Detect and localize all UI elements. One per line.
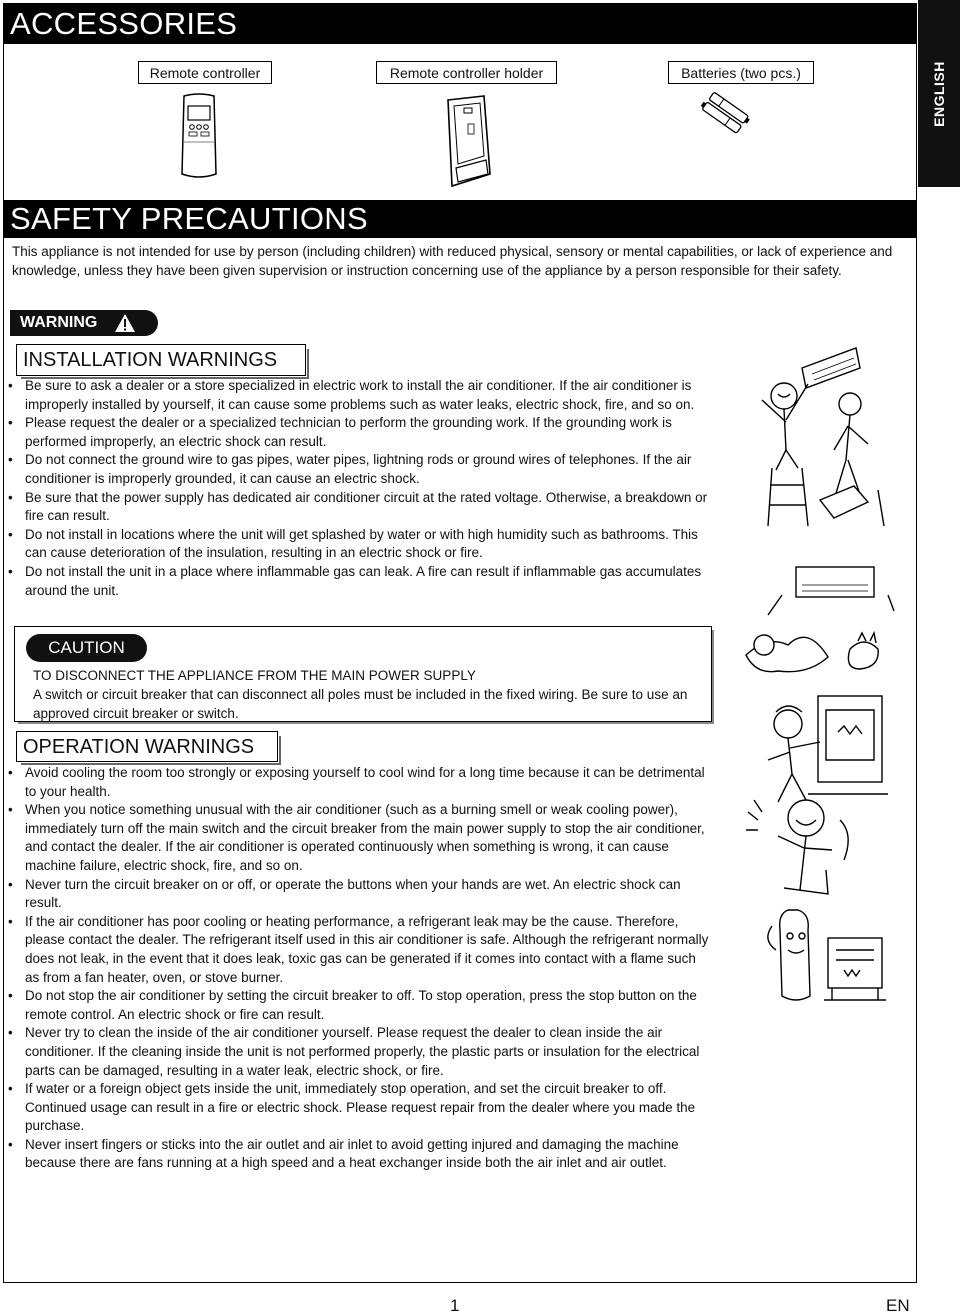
list-item: • Never turn the circuit breaker on or off, or operate the buttons when your hands are wet. An electric shock can result. [8, 876, 713, 913]
caution-body: A switch or circuit breaker that can disconnect all poles must be included in the fixed wiring. Be sure to use an approved circuit breaker or switch. [33, 687, 688, 721]
accessory-label-holder: Remote controller holder [376, 61, 557, 84]
list-item: • If the air conditioner has poor cooling or heating performance, a refrigerant leak may be the cause. Therefore, please contact the dealer. The refrigerant itself used in this air conditioner is safe. Although the refrigerant normally does not leak, in the event that it does leak, toxic gas can be generated if it comes into contact with a flame such as from a fan heater, oven, or stove burner. [8, 913, 713, 987]
list-item: • Do not connect the ground wire to gas pipes, water pipes, lightning rods or ground wires of telephones. If the air conditioner is improperly grounded, it can cause an electric shock. [8, 451, 708, 488]
list-item: • Be sure that the power supply has dedicated air conditioner circuit at the rated voltage. Otherwise, a breakdown or fire can result. [8, 489, 708, 526]
batteries-icon [700, 90, 756, 138]
list-item: • When you notice something unusual with the air conditioner (such as a burning smell or weak cooling power), immediately turn off the main switch and the circuit breaker from the main power supply to stop the air conditioner, and contact the dealer. If the air conditioner is operated continuously when something is wrong, it can cause machine failure, electric shock, fire, and so on. [8, 801, 713, 875]
caution-heading: TO DISCONNECT THE APPLIANCE FROM THE MAIN POWER SUPPLY [33, 668, 476, 683]
accessory-label-batteries: Batteries (two pcs.) [668, 61, 814, 84]
language-code: EN [886, 1296, 910, 1315]
safety-intro-text: This appliance is not intended for use by person (including children) with reduced physical, sensory or mental capabilities, or lack of experience and knowledge, unless they have been given supervision or instruction concerning use of the appliance by a person responsible for their safety. [12, 244, 893, 278]
accessories-heading: ACCESSORIES [4, 4, 916, 44]
warning-label: WARNING [20, 314, 98, 331]
list-item: • Never try to clean the inside of the air conditioner yourself. Please request the dealer to clean inside the air conditioner. If the cleaning inside the unit is not performed properly, the plastic parts or insulation for the electrical parts can be damaged, resulting in a water leak, electric shock, or fire. [8, 1024, 713, 1080]
list-item: • Avoid cooling the room too strongly or exposing yourself to cool wind for a long time because it can be detrimental to your health. [8, 764, 713, 801]
installer-on-ladder-illustration [738, 340, 900, 530]
list-item: • Never insert fingers or sticks into the air outlet and air inlet to avoid getting injured and damaging the machine because there are fans running at a high speed and a heat exchanger inside both the air inlet and air outlet. [8, 1136, 713, 1173]
installation-warnings-list [8, 377, 708, 600]
list-item: • Do not install in locations where the unit will get splashed by water or with high humidity such as bathrooms. This can cause deterioration of the insulation, resulting in an electric shock or fire. [8, 526, 708, 563]
accessory-label-remote: Remote controller [138, 61, 272, 84]
safety-precautions-heading: SAFETY PRECAUTIONS [4, 200, 916, 238]
warning-triangle-icon [114, 313, 136, 333]
list-item: • Be sure to ask a dealer or a store specialized in electric work to install the air conditioner. If the air conditioner is improperly installed by yourself, it can cause some problems such as water leaks, electric shock, fire, and so on. [8, 377, 708, 414]
remote-controller-icon [178, 92, 220, 182]
warning-badge [10, 310, 158, 336]
gas-leak-illustration [748, 900, 888, 1010]
caution-text [33, 666, 693, 723]
person-shouting-illustration [744, 790, 874, 900]
caution-badge: CAUTION [26, 634, 147, 662]
language-tab [918, 0, 960, 187]
list-item: • Do not stop the air conditioner by setting the circuit breaker to off. To stop operation, press the stop button on the remote control. An electric shock or fire can result. [8, 987, 713, 1024]
installation-warnings-heading: INSTALLATION WARNINGS [16, 344, 306, 376]
remote-holder-icon [440, 94, 498, 190]
operation-warnings-heading: OPERATION WARNINGS [16, 731, 278, 762]
list-item: • Please request the dealer or a specialized technician to perform the grounding work. If the grounding work is performed improperly, an electric shock can result. [8, 414, 708, 451]
falling-unit-illustration [738, 565, 898, 695]
list-item: • If water or a foreign object gets inside the unit, immediately stop operation, and set the circuit breaker to off. Continued usage can result in a fire or electric shock. Please request repair from the dealer where you made the purchase. [8, 1080, 713, 1136]
operation-warnings-list [8, 764, 713, 1173]
list-item: • Do not install the unit in a place where inflammable gas can leak. A fire can result if inflammable gas accumulates around the unit. [8, 563, 708, 600]
language-tab-label: ENGLISH [931, 60, 947, 127]
page-number: 1 [450, 1296, 460, 1315]
